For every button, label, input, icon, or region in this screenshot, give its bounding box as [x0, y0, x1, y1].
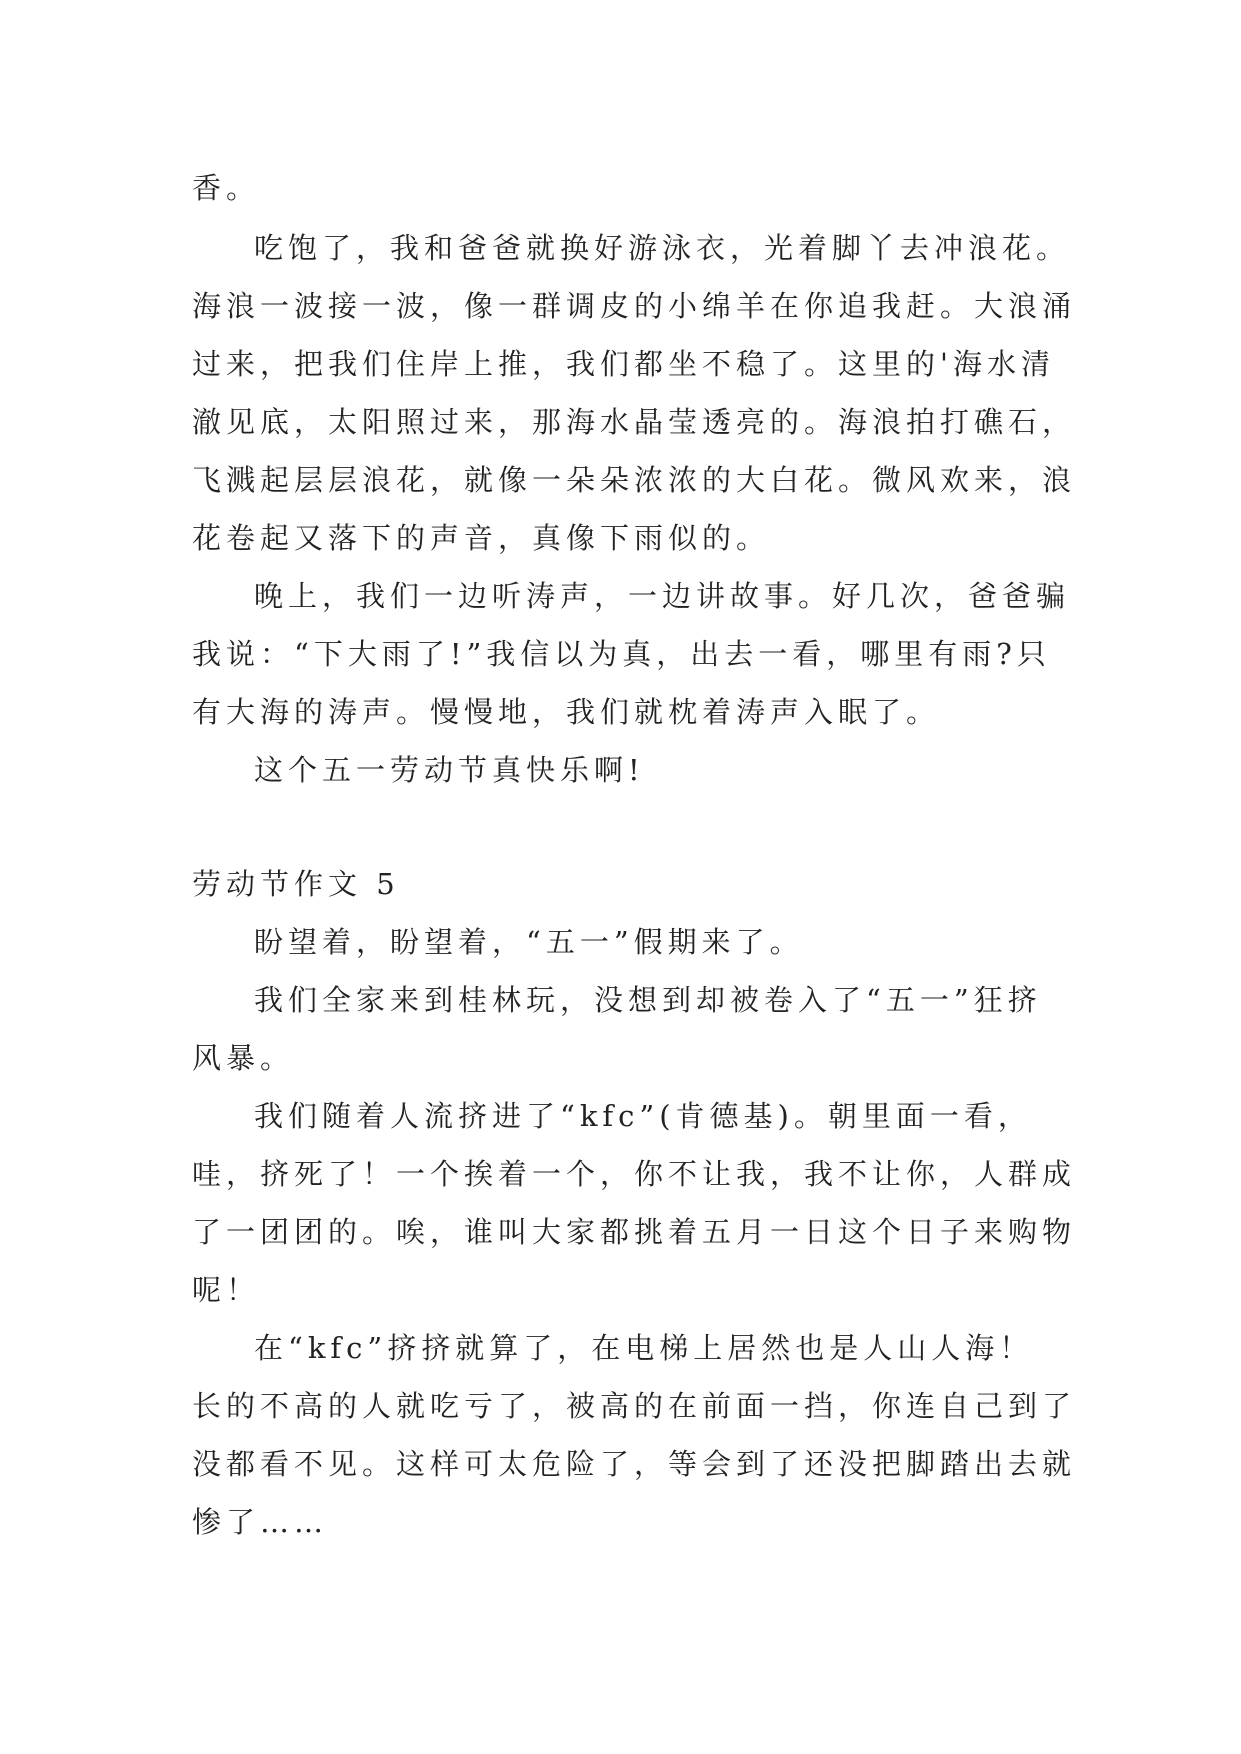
text-line: 惨了……: [192, 1505, 329, 1539]
paragraph-start: 我们随着人流挤进了“kfc”(肯德基)。朝里面一看，: [254, 1099, 1032, 1133]
text-line: 呢！: [192, 1273, 261, 1307]
text-line: 海浪一波接一波，像一群调皮的小绵羊在你追我赶。大浪涌: [192, 289, 1077, 323]
text-line: 风暴。: [192, 1041, 295, 1075]
paragraph-start: 吃饱了，我和爸爸就换好游泳衣，光着脚丫去冲浪花。: [254, 231, 1071, 265]
paragraph-start: 晚上，我们一边听涛声，一边讲故事。好几次，爸爸骗: [254, 579, 1071, 613]
paragraph-start: 在“kfc”挤挤就算了，在电梯上居然也是人山人海！: [254, 1331, 1034, 1365]
text-line: 我说：“下大雨了!”我信以为真，出去一看，哪里有雨?只: [192, 637, 1051, 671]
section-heading: 劳动节作文 5: [192, 867, 400, 901]
paragraph-start: 盼望着，盼望着，“五一”假期来了。: [254, 925, 804, 959]
text-line: 了一团团的。唉，谁叫大家都挑着五月一日这个日子来购物: [192, 1215, 1077, 1249]
text-line: 没都看不见。这样可太危险了，等会到了还没把脚踏出去就: [192, 1447, 1077, 1481]
text-line: 香。: [192, 171, 261, 205]
text-line: 长的不高的人就吃亏了，被高的在前面一挡，你连自己到了: [192, 1389, 1077, 1423]
text-line: 澈见底，太阳照过来，那海水晶莹透亮的。海浪拍打礁石，: [192, 405, 1077, 439]
paragraph-start: 我们全家来到桂林玩，没想到却被卷入了“五一”狂挤: [254, 983, 1042, 1017]
text-line: 飞溅起层层浪花，就像一朵朵浓浓的大白花。微风欢来，浪: [192, 463, 1077, 497]
paragraph-start: 这个五一劳动节真快乐啊!: [254, 753, 645, 787]
text-line: 过来，把我们住岸上推，我们都坐不稳了。这里的'海水清: [192, 347, 1055, 381]
text-line: 哇，挤死了！一个挨着一个，你不让我，我不让你，人群成: [192, 1157, 1077, 1191]
text-line: 有大海的涛声。慢慢地，我们就枕着涛声入眠了。: [192, 695, 941, 729]
text-line: 花卷起又落下的声音，真像下雨似的。: [192, 521, 771, 555]
